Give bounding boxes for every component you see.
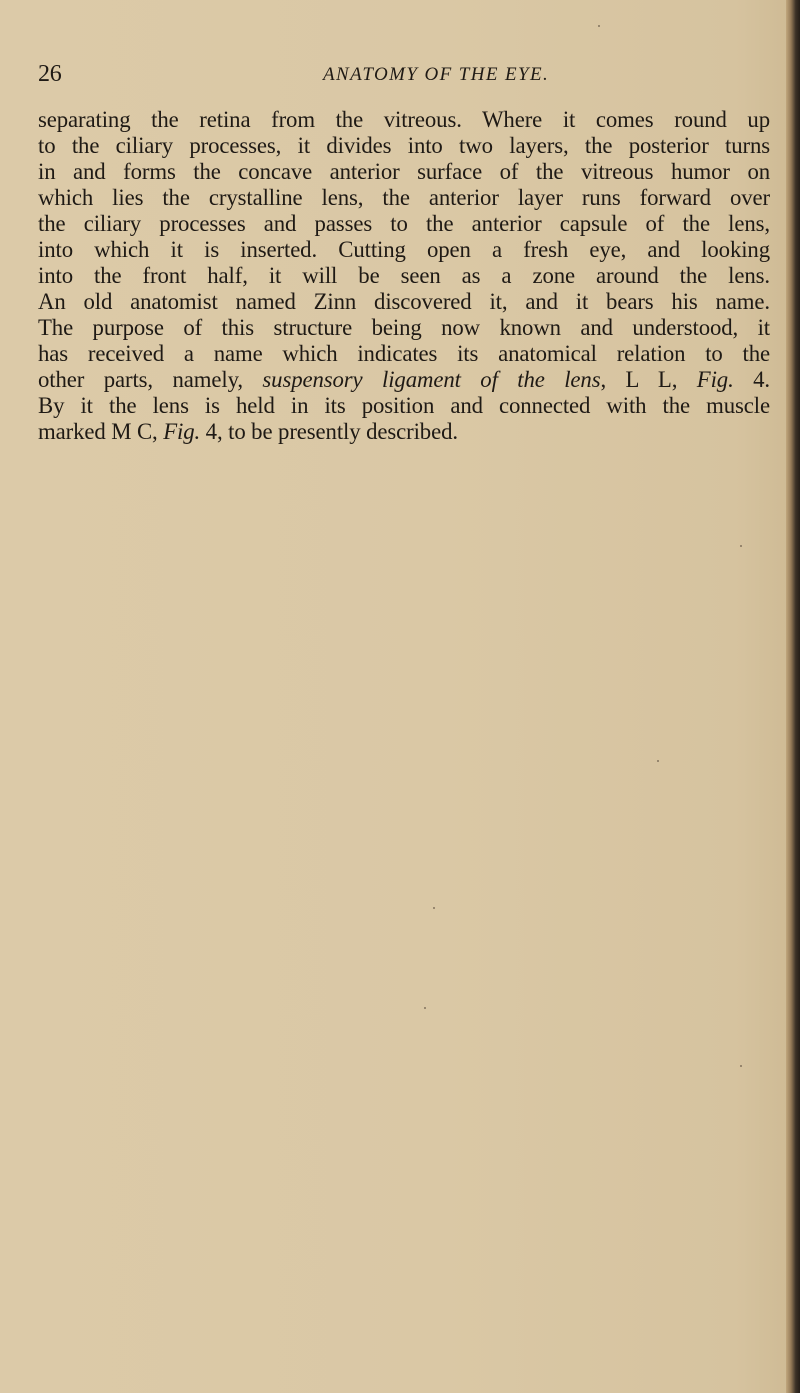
page-number: 26 (38, 61, 62, 87)
text-line: which lies the crystalline lens, the anterior layer runs forward over (38, 185, 770, 210)
body-paragraph (38, 107, 770, 445)
paper-fleck (433, 907, 435, 909)
text-line: separating the retina from the vitreous. Where it comes round up (38, 107, 770, 132)
line-prefix: other parts, namely, (38, 367, 263, 392)
paper-fleck (424, 1007, 426, 1009)
paper-fleck (740, 1065, 742, 1067)
italic-term: suspensory ligament of the lens (262, 367, 601, 392)
figure-number: 4. (733, 367, 770, 392)
paper-fleck (598, 25, 600, 27)
line-suffix: 4, to be presently described. (200, 419, 458, 444)
text-line: By it the lens is held in its position and connected with the muscle (38, 393, 770, 418)
text-line (38, 367, 770, 393)
paper-fleck (657, 760, 659, 762)
line-middle: , L L, (600, 367, 697, 392)
text-line: to the ciliary processes, it divides into two layers, the posterior turns (38, 133, 770, 158)
running-head: ANATOMY OF THE EYE. (323, 64, 550, 85)
figure-label: Fig. (163, 419, 201, 444)
text-line: into the front half, it will be seen as a zone around the lens. (38, 263, 770, 288)
page-binding-edge (786, 0, 800, 1393)
text-line: into which it is inserted. Cutting open a fresh eye, and looking (38, 237, 770, 262)
text-line: has received a name which indicates its anatomical relation to the (38, 341, 770, 366)
paper-fleck (740, 545, 742, 547)
line-prefix: marked M C, (38, 419, 164, 444)
page-header (38, 60, 778, 92)
text-line (38, 419, 770, 445)
text-line: in and forms the concave anterior surface of the vitreous humor on (38, 159, 770, 184)
text-line: The purpose of this structure being now known and understood, it (38, 315, 770, 340)
text-line: An old anatomist named Zinn discovered it, and it bears his name. (38, 289, 770, 314)
text-line: the ciliary processes and passes to the anterior capsule of the lens, (38, 211, 770, 236)
figure-label: Fig. (696, 367, 734, 392)
